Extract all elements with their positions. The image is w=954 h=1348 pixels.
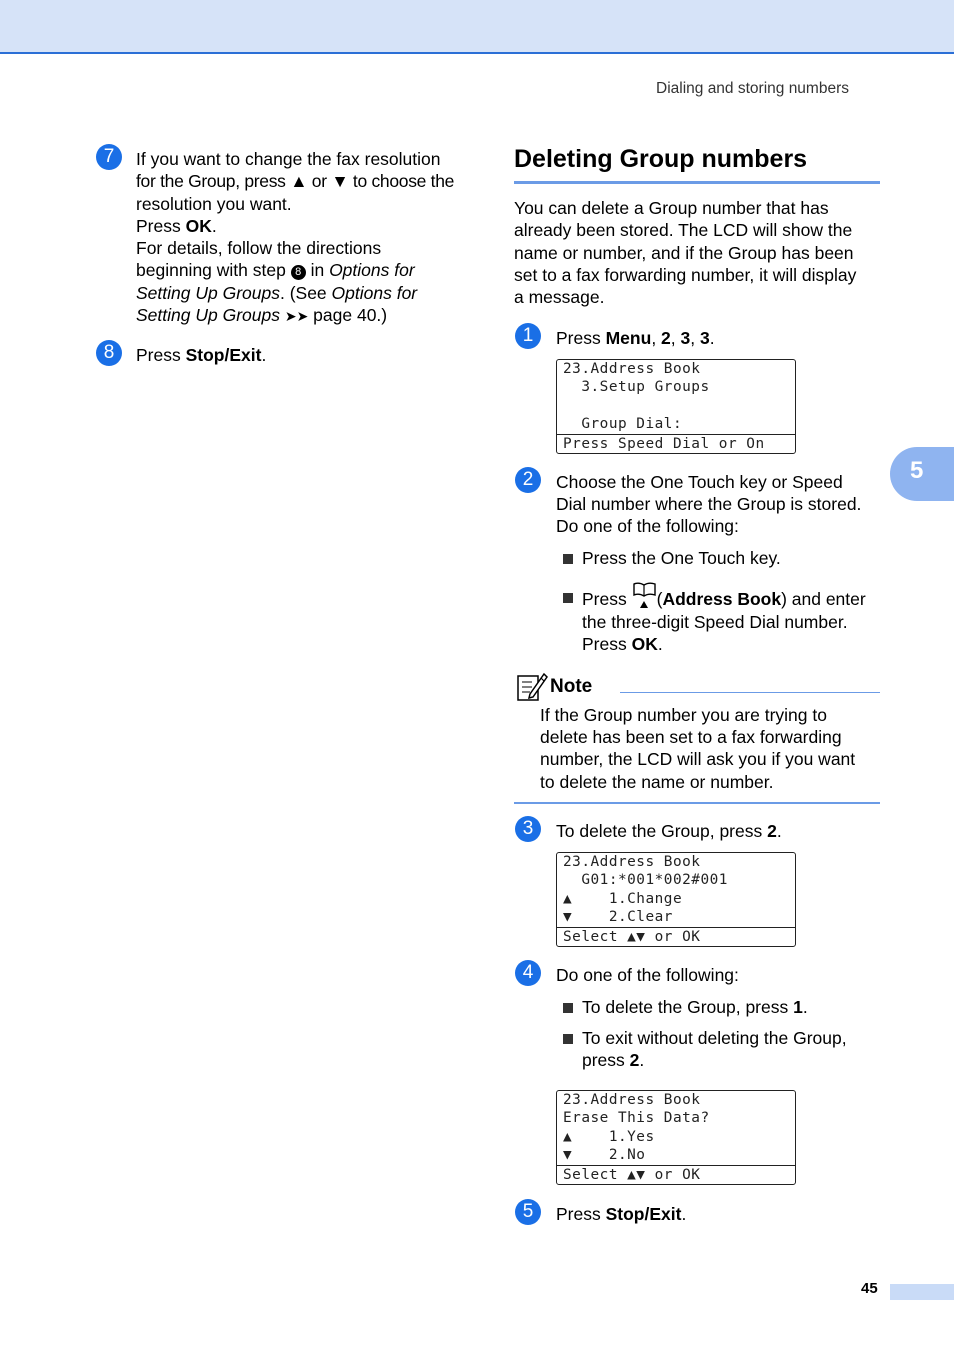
note-label: Note <box>550 676 593 697</box>
step-7-line-8: Setting Up Groups ➤➤ page 40.) <box>136 305 388 325</box>
step-7-line-1: If you want to change the fax resolution <box>136 149 441 169</box>
down-arrow-icon: ▼ <box>331 171 349 191</box>
bullet-square-icon <box>563 554 573 564</box>
note-line: to delete the name or number. <box>540 772 774 792</box>
step-ref-badge: 8 <box>291 265 306 280</box>
lcd-line: ▲ 1.Change <box>563 890 683 907</box>
lcd-line: ▼ 2.Clear <box>563 909 673 926</box>
bullet-address-book-ok: Press OK. <box>582 634 663 654</box>
note-line: number, the LCD will ask you if you want <box>540 749 856 769</box>
step-2-line: Dial number where the Group is stored. <box>556 494 862 514</box>
step-7-line-4: Press OK. <box>136 216 217 236</box>
step-number-5: 5 <box>515 1199 541 1225</box>
lcd-line: 23.Address Book <box>563 1092 701 1108</box>
step-7-line-7: Setting Up Groups. (See Options for <box>136 283 418 303</box>
up-arrow-icon: ▲ <box>290 171 308 191</box>
title-underline <box>514 181 880 184</box>
bullet-exit-cont: press 2. <box>582 1050 645 1070</box>
step-3-text: To delete the Group, press 2. <box>556 821 782 841</box>
note-line: If the Group number you are trying to <box>540 705 827 725</box>
lcd-status-line: Press Speed Dial or On <box>557 434 795 453</box>
step-7-line-2: for the Group, press ▲ or ▼ to choose the <box>136 171 455 191</box>
note-rule <box>620 692 880 693</box>
step-number-2: 2 <box>515 467 541 493</box>
lcd-status-line: Select ▲▼ or OK <box>557 1165 795 1184</box>
lcd-line: ▲ 1.Yes <box>563 1128 655 1145</box>
intro-line: a message. <box>514 287 605 307</box>
page-number: 45 <box>861 1280 878 1297</box>
note-line: delete has been set to a fax forwarding <box>540 727 842 747</box>
lcd-line: 23.Address Book <box>563 854 701 870</box>
step-1-text: Press Menu, 2, 3, 3. <box>556 328 715 348</box>
step-7-line-3: resolution you want. <box>136 194 292 214</box>
top-banner <box>0 0 954 54</box>
lcd-display-change-clear <box>556 852 796 947</box>
running-header: Dialing and storing numbers <box>656 80 849 97</box>
intro-line: name or number, and if the Group has been <box>514 243 854 263</box>
lcd-line: 23.Address Book <box>563 361 701 377</box>
step-number-8: 8 <box>96 340 122 366</box>
note-pencil-icon <box>516 670 548 702</box>
step-7-line-5: For details, follow the directions <box>136 238 382 258</box>
step-number-1: 1 <box>515 323 541 349</box>
lcd-display-setup-groups <box>556 359 796 454</box>
step-2-line: Do one of the following: <box>556 516 739 536</box>
bullet-square-icon <box>563 1003 573 1013</box>
step-5-text: Press Stop/Exit. <box>556 1204 687 1224</box>
step-8-text: Press Stop/Exit. <box>136 345 267 365</box>
step-2-line: Choose the One Touch key or Speed <box>556 472 843 492</box>
lcd-line: 3.Setup Groups <box>563 379 710 396</box>
lcd-line: Erase This Data? <box>563 1110 710 1127</box>
bullet-address-book-cont: the three-digit Speed Dial number. <box>582 612 848 632</box>
section-title: Deleting Group numbers <box>514 145 808 173</box>
lcd-line: ▼ 2.No <box>563 1147 646 1164</box>
step-number-7: 7 <box>96 144 122 170</box>
step-number-4: 4 <box>515 960 541 986</box>
double-chevron-icon: ➤➤ <box>284 308 309 324</box>
intro-line: set to a fax forwarding number, it will display <box>514 265 857 285</box>
note-bottom-rule <box>514 802 880 804</box>
step-7-line-6: beginning with step 8 in Options for <box>136 260 415 280</box>
lcd-status-line: Select ▲▼ or OK <box>557 927 795 946</box>
address-book-icon <box>632 586 657 608</box>
page-number-bar <box>890 1284 954 1300</box>
lcd-display-erase <box>556 1090 796 1185</box>
step-number-3: 3 <box>515 816 541 842</box>
intro-line: already been stored. The LCD will show the <box>514 220 853 240</box>
step-4-text: Do one of the following: <box>556 965 739 985</box>
lcd-line: G01:*001*002#001 <box>563 872 728 889</box>
lcd-line: Group Dial: <box>563 416 683 433</box>
chapter-tab: 5 <box>890 447 954 501</box>
lcd-line <box>557 397 795 415</box>
bullet-square-icon <box>563 593 573 603</box>
intro-line: You can delete a Group number that has <box>514 198 829 218</box>
bullet-square-icon <box>563 1034 573 1044</box>
